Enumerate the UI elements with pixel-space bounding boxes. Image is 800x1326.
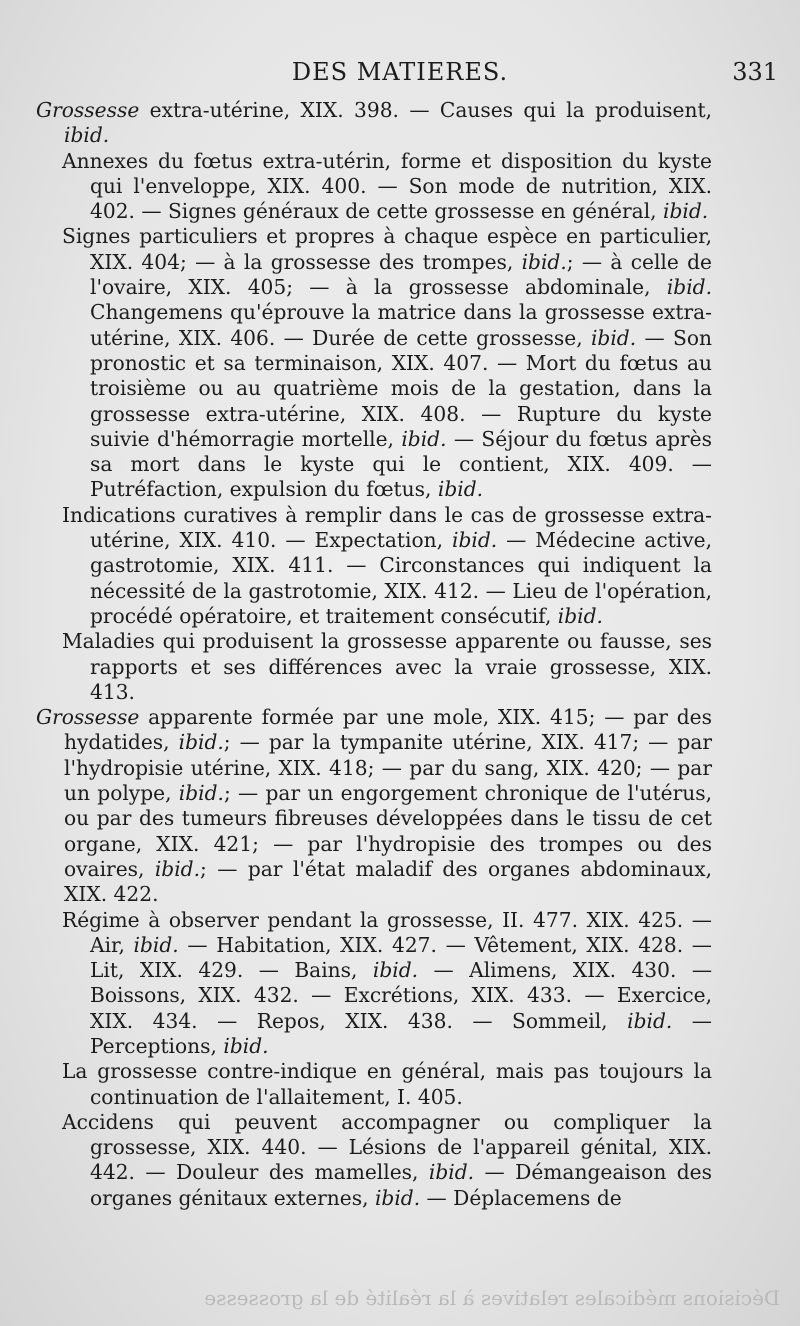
page-number: 331 — [732, 58, 778, 86]
entry-lead: Grossesse — [36, 705, 140, 730]
entry-text: Indications curatives à remplir dans le cas de grossesse extra-utérine, XIX. 410. — Expectation, ibid. — Médecine active, gastrotomie, XIX. 411. — Circonstances qui indiquent la nécessité de la gastrotomie, XIX. 412. — Lieu de l'opération, procédé opératoire, et traitement consécutif, ibid. — [62, 502, 712, 628]
entry-text: La grossesse contre-indique en général, mais pas toujours la continuation de l'allaitement, I. 405. — [62, 1059, 712, 1109]
index-entry-7 — [36, 908, 712, 1060]
entry-text: apparente formée par une mole, XIX. 415; — par des hydatides, ibid.; — par la tympanite utérine, XIX. 417; — par l'hydropisie utérine, XIX. 418; — par du sang, XIX. 420; — par un polype, ibid.; — par un engorgement chronique de l'utérus, ou par des tumeurs fibreuses développées dans le tissu de cet organe, XIX. 421; — par l'hydropisie des trompes ou des ovaires, ibid.; — par l'état maladif des organes abdominaux, XIX. 422. — [64, 705, 713, 907]
entry-lead: Grossesse — [36, 98, 140, 122]
running-title: DES MATIERES. — [291, 58, 509, 86]
index-entry-6 — [36, 705, 712, 907]
index-content — [36, 98, 712, 1211]
index-entry-9 — [36, 1110, 712, 1211]
entry-text: Annexes du fœtus extra-utérin, forme et disposition du kyste qui l'enveloppe, XIX. 400. — Son mode de nutrition, XIX. 402. — Signes généraux de cette grossesse en général, ibid. — [62, 148, 712, 224]
entry-text: extra-utérine, XIX. 398. — Causes qui la produisent, ibid. — [64, 98, 712, 148]
entry-text: Maladies qui produisent la grossesse apparente ou fausse, ses rapports et ses différences avec la vraie grossesse, XIX. 413. — [62, 629, 712, 704]
index-entry-3 — [36, 224, 712, 502]
index-entry-2 — [36, 149, 712, 225]
entry-text: Accidens qui peuvent accompagner ou compliquer la grossesse, XIX. 440. — Lésions de l'appareil génital, XIX. 442. — Douleur des mamelles, ibid. — Démangeaison des organes génitaux externes, ibid. — Déplacemens de — [62, 1109, 712, 1210]
page-header — [0, 58, 800, 98]
index-entry-8 — [36, 1059, 712, 1110]
index-entry-5 — [36, 629, 712, 705]
entry-text: Signes particuliers et propres à chaque espèce en particulier, XIX. 404; — à la grossesse des trompes, ibid.; — à celle de l'ovaire, XIX. 405; — à la grossesse abdominale, ibid. Changemens qu'éprouve la matrice dans la grossesse extra-utérine, XIX. 406. — Durée de cette grossesse, ibid. — Son pronostic et sa terminaison, XIX. 407. — Mort du fœtus au troisième ou au quatrième mois de la gestation, dans la grossesse extra-utérine, XIX. 408. — Rupture du kyste suivie d'hémorragie mortelle, ibid. — Séjour du fœtus après sa mort dans le kyste qui le contient, XIX. 409. — Putréfaction, expulsion du fœtus, ibid. — [62, 224, 712, 502]
index-entry-1 — [36, 98, 712, 149]
bleed-through-text: Décisions médicales relatives à la réalité de la grossesse — [204, 1286, 780, 1310]
index-entry-4 — [36, 503, 712, 629]
entry-text: Régime à observer pendant la grossesse, II. 477. XIX. 425. — Air, ibid. — Habitation, XIX. 427. — Vêtement, XIX. 428. — Lit, XIX. 429. — Bains, ibid. — Alimens, XIX. 430. — Boissons, XIX. 432. — Excrétions, XIX. 433. — Exercice, XIX. 434. — Repos, XIX. 438. — Sommeil, ibid. — Perceptions, ibid. — [62, 907, 713, 1058]
